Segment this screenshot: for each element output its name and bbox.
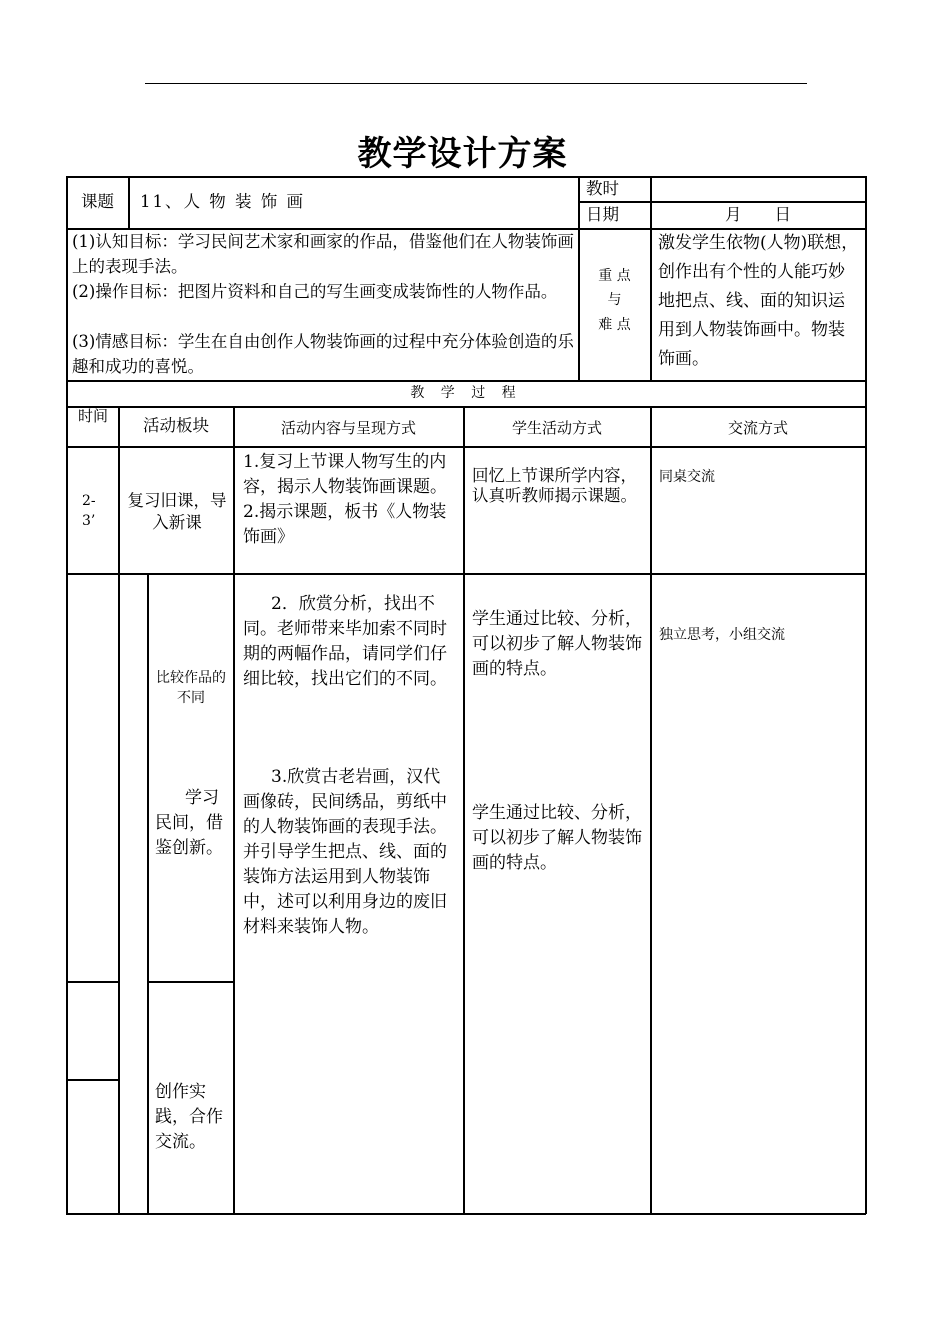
- row2-block: 学习民间，借鉴创新。: [155, 788, 223, 858]
- col-content-header: 活动内容与呈现方式: [280, 419, 416, 437]
- line: [66, 406, 866, 408]
- key-label-1: 重 点: [598, 268, 631, 284]
- row1-student: 回忆上节课所学内容，认真听教师揭示课题。: [472, 466, 637, 505]
- row1-content: 1.复习上节课人物写生的内容，揭示人物装饰画课题。2.揭示课题，板书《人物装饰画》: [243, 452, 447, 547]
- key-label-2: 与: [607, 292, 622, 308]
- row2-student-a: 学生通过比较、分析，可以初步了解人物装饰画的特点。: [472, 609, 642, 679]
- line: [66, 446, 866, 448]
- header-rule: [145, 83, 807, 84]
- key-difficulty-text: 激发学生依物(人物)联想，创作出有个性的人能巧妙地把点、线、面的知识运用到人物装饰画中。物装饰画。: [658, 233, 859, 369]
- topic-value: 11、人 物 装 饰 画: [140, 192, 305, 211]
- row3-block: 创作实践，合作交流。: [155, 1082, 223, 1152]
- key-label-3: 难 点: [598, 317, 631, 333]
- row2-student-b: 学生通过比较、分析，可以初步了解人物装饰画的特点。: [472, 803, 642, 873]
- row1-exchange: 同桌交流: [659, 469, 715, 485]
- line: [865, 176, 867, 1214]
- line: [66, 573, 866, 575]
- row2-content-b: 3.欣赏古老岩画，汉代画像砖，民间绣品，剪纸中的人物装饰画的表现手法。并引导学生把点、线、面的装饰方法运用到人物装饰中，述可以利用身边的废旧材料来装饰人物。: [243, 767, 447, 937]
- line: [233, 406, 235, 1214]
- col-student-header: 学生活动方式: [511, 419, 602, 437]
- col-block-header: 活动板块: [143, 416, 209, 435]
- line: [650, 406, 652, 1214]
- date-value: 月 日: [725, 205, 791, 224]
- line: [66, 1079, 119, 1081]
- topic-label: 课题: [81, 192, 114, 211]
- page-title: 教学设计方案: [357, 134, 568, 174]
- line: [147, 981, 234, 983]
- col-time-header: 时间: [78, 407, 109, 425]
- row2-exchange: 独立思考，小组交流: [659, 627, 785, 643]
- row1-block: 复习旧课，导入新课: [127, 491, 227, 532]
- row2-sub-block: 比较作品的不同: [156, 670, 226, 706]
- process-title: 教 学 过 程: [410, 385, 522, 401]
- line: [66, 176, 866, 178]
- hours-label: 教时: [586, 179, 619, 198]
- row1-time: 2-3’: [82, 493, 96, 529]
- line: [147, 573, 149, 1214]
- date-label: 日期: [586, 205, 619, 224]
- line: [128, 176, 130, 229]
- objective-1: (1)认知目标：学习民间艺术家和画家的作品，借鉴他们在人物装饰画上的表现手法。: [72, 232, 574, 276]
- line: [66, 176, 68, 1214]
- objective-3: (3)情感目标：学生在自由创作人物装饰画的过程中充分体验创造的乐趣和成功的喜悦。: [72, 332, 574, 376]
- line: [118, 406, 120, 1214]
- row2-content-a: 2．欣赏分析，找出不同。老师带来毕加索不同时期的两幅作品，请同学们仔细比较，找出它们的不同。: [243, 594, 447, 689]
- objective-2: (2)操作目标：把图片资料和自己的写生画变成装饰性的人物作品。: [72, 282, 558, 301]
- line: [66, 981, 119, 983]
- line: [463, 406, 465, 1214]
- col-exchange-header: 交流方式: [727, 419, 788, 437]
- line: [66, 1213, 866, 1215]
- line: [66, 380, 866, 382]
